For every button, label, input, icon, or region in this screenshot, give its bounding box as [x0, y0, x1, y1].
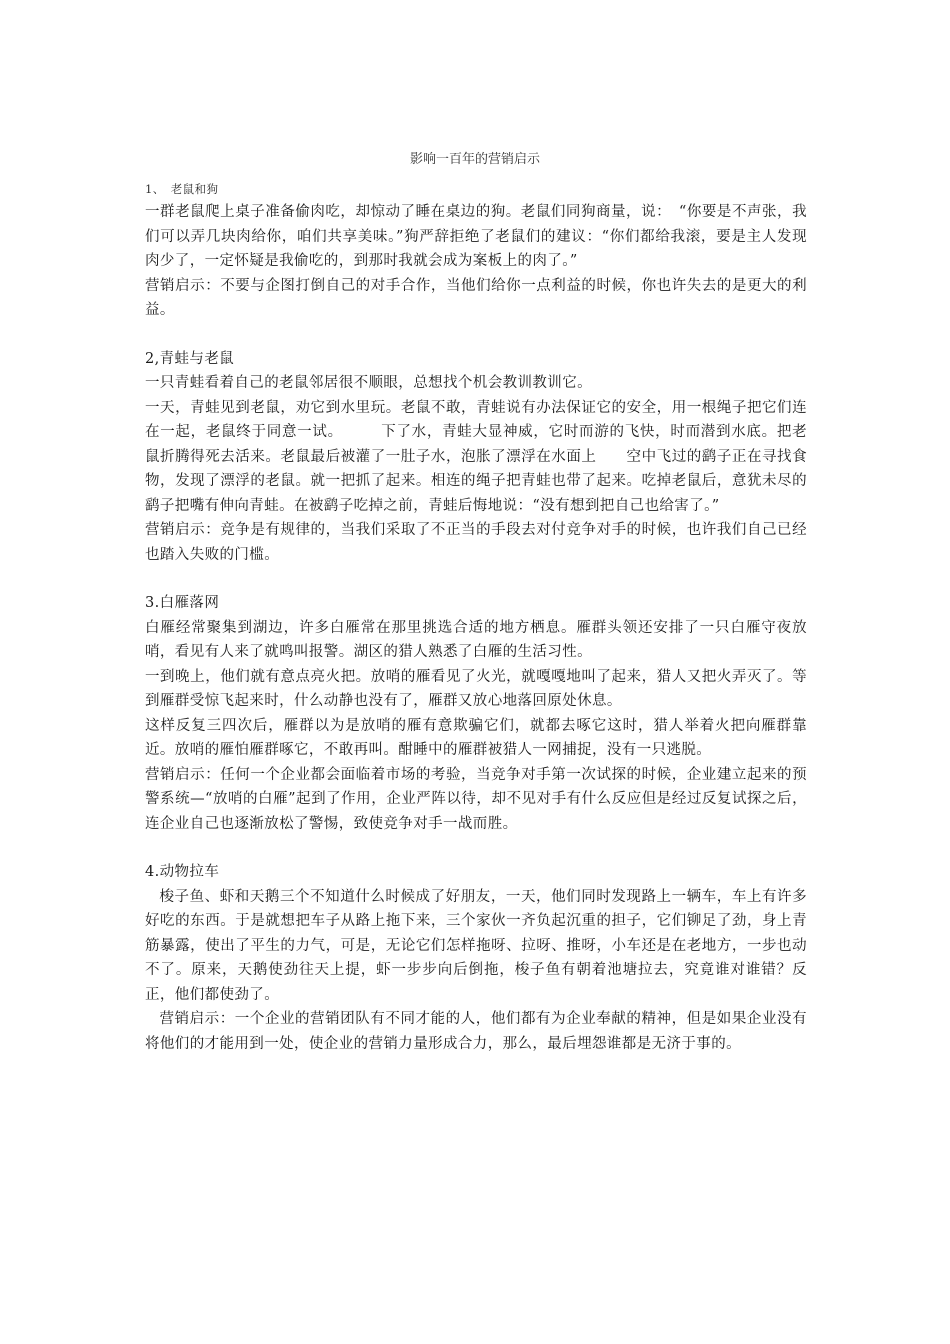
paragraph: 一只青蛙看着自己的老鼠邻居很不顺眼，总想找个机会教训教训它。 — [145, 375, 592, 391]
marketing-insight: 营销启示：一个企业的营销团队有不同才能的人，他们都有为企业奉献的精神，但是如果企业没有将他们的才能用到一处，使企业的营销力量形成合力，那么，最后埋怨谁都是无济于事的。 — [145, 1011, 807, 1052]
section-heading-4: 4.动物拉车 — [145, 864, 220, 880]
section-heading-3: 3.白雁落网 — [145, 595, 220, 611]
paragraph: 梭子鱼、虾和天鹅三个不知道什么时候成了好朋友，一天，他们同时发现路上一辆车，车上有许多好吃的东西。于是就想把车子从路上拖下来，三个家伙一齐负起沉重的担子，它们铆足了劲，身上青筋暴露，使出了平生的力气，可是，无论它们怎样拖呀、拉呀、推呀，小车还是在老地方，一步也动不了。原来，天鹅使劲往天上提，虾一步步向后倒拖，梭子鱼有朝着池塘拉去，究竟谁对谁错？反正，他们都使劲了。 — [145, 888, 807, 1003]
marketing-insight: 营销启示：不要与企图打倒自己的对手合作，当他们给你一点利益的时候，你也许失去的是更大的利益。 — [145, 277, 807, 318]
section-heading-1: 1、 老鼠和狗 — [145, 182, 219, 196]
marketing-insight: 营销启示：竞争是有规律的，当我们采取了不正当的手段去对付竞争对手的时候，也许我们自己已经也踏入失败的门槛。 — [145, 522, 807, 563]
section-heading-2: 2,青蛙与老鼠 — [145, 350, 235, 367]
document-title: 影响一百年的营销启示 — [409, 152, 540, 167]
paragraph: 白雁经常聚集到湖边，许多白雁常在那里挑选合适的地方栖息。雁群头领还安排了一只白雁守夜放哨，看见有人来了就鸣叫报警。湖区的猎人熟悉了白雁的生活习性。 — [145, 619, 807, 660]
paragraph: 一到晚上，他们就有意点亮火把。放哨的雁看见了火光，就嘎嘎地叫了起来，猎人又把火弄灭了。等到雁群受惊飞起来时，什么动静也没有了，雁群又放心地落回原处休息。 — [145, 668, 807, 709]
marketing-insight: 营销启示：任何一个企业都会面临着市场的考验，当竞争对手第一次试探的时候，企业建立起来的预警系统—“放哨的白雁”起到了作用，企业严阵以待，却不见对手有什么反应但是经过反复试探之后，连企业自己也逐渐放松了警惕，致使竞争对手一战而胜。 — [145, 766, 807, 832]
paragraph: 一天，青蛙见到老鼠，劝它到水里玩。老鼠不敢，青蛙说有办法保证它的安全，用一根绳子把它们连在一起，老鼠终于同意一试。 下了水，青蛙大显神威，它时而游的飞快，时而潜到水底。把老鼠折腾得死去活来。老鼠最后被灌了一肚子水，泡胀了漂浮在水面上 空中飞过的鹞子正在寻找食物，发现了漂浮的老鼠。就一把抓了起来。相连的绳子把青蛙也带了起来。吃掉老鼠后，意犹未尽的鹞子把嘴有伸向青蛙。在被鹞子吃掉之前，青蛙后悔地说：“没有想到把自己也给害了。” — [145, 399, 807, 514]
paragraph: 这样反复三四次后，雁群以为是放哨的雁有意欺骗它们，就都去啄它这时，猎人举着火把向雁群靠近。放哨的雁怕雁群啄它，不敢再叫。酣睡中的雁群被猎人一网捕捉，没有一只逃脱。 — [145, 717, 807, 758]
document-body — [145, 178, 807, 1056]
paragraph: 一群老鼠爬上桌子准备偷肉吃，却惊动了睡在桌边的狗。老鼠们同狗商量，说： “你要是不声张，我们可以弄几块肉给你，咱们共享美味。”狗严辞拒绝了老鼠们的建议：“你们都给我滚，要是主人发现肉少了，一定怀疑是我偷吃的，到那时我就会成为案板上的肉了。” — [145, 204, 807, 269]
